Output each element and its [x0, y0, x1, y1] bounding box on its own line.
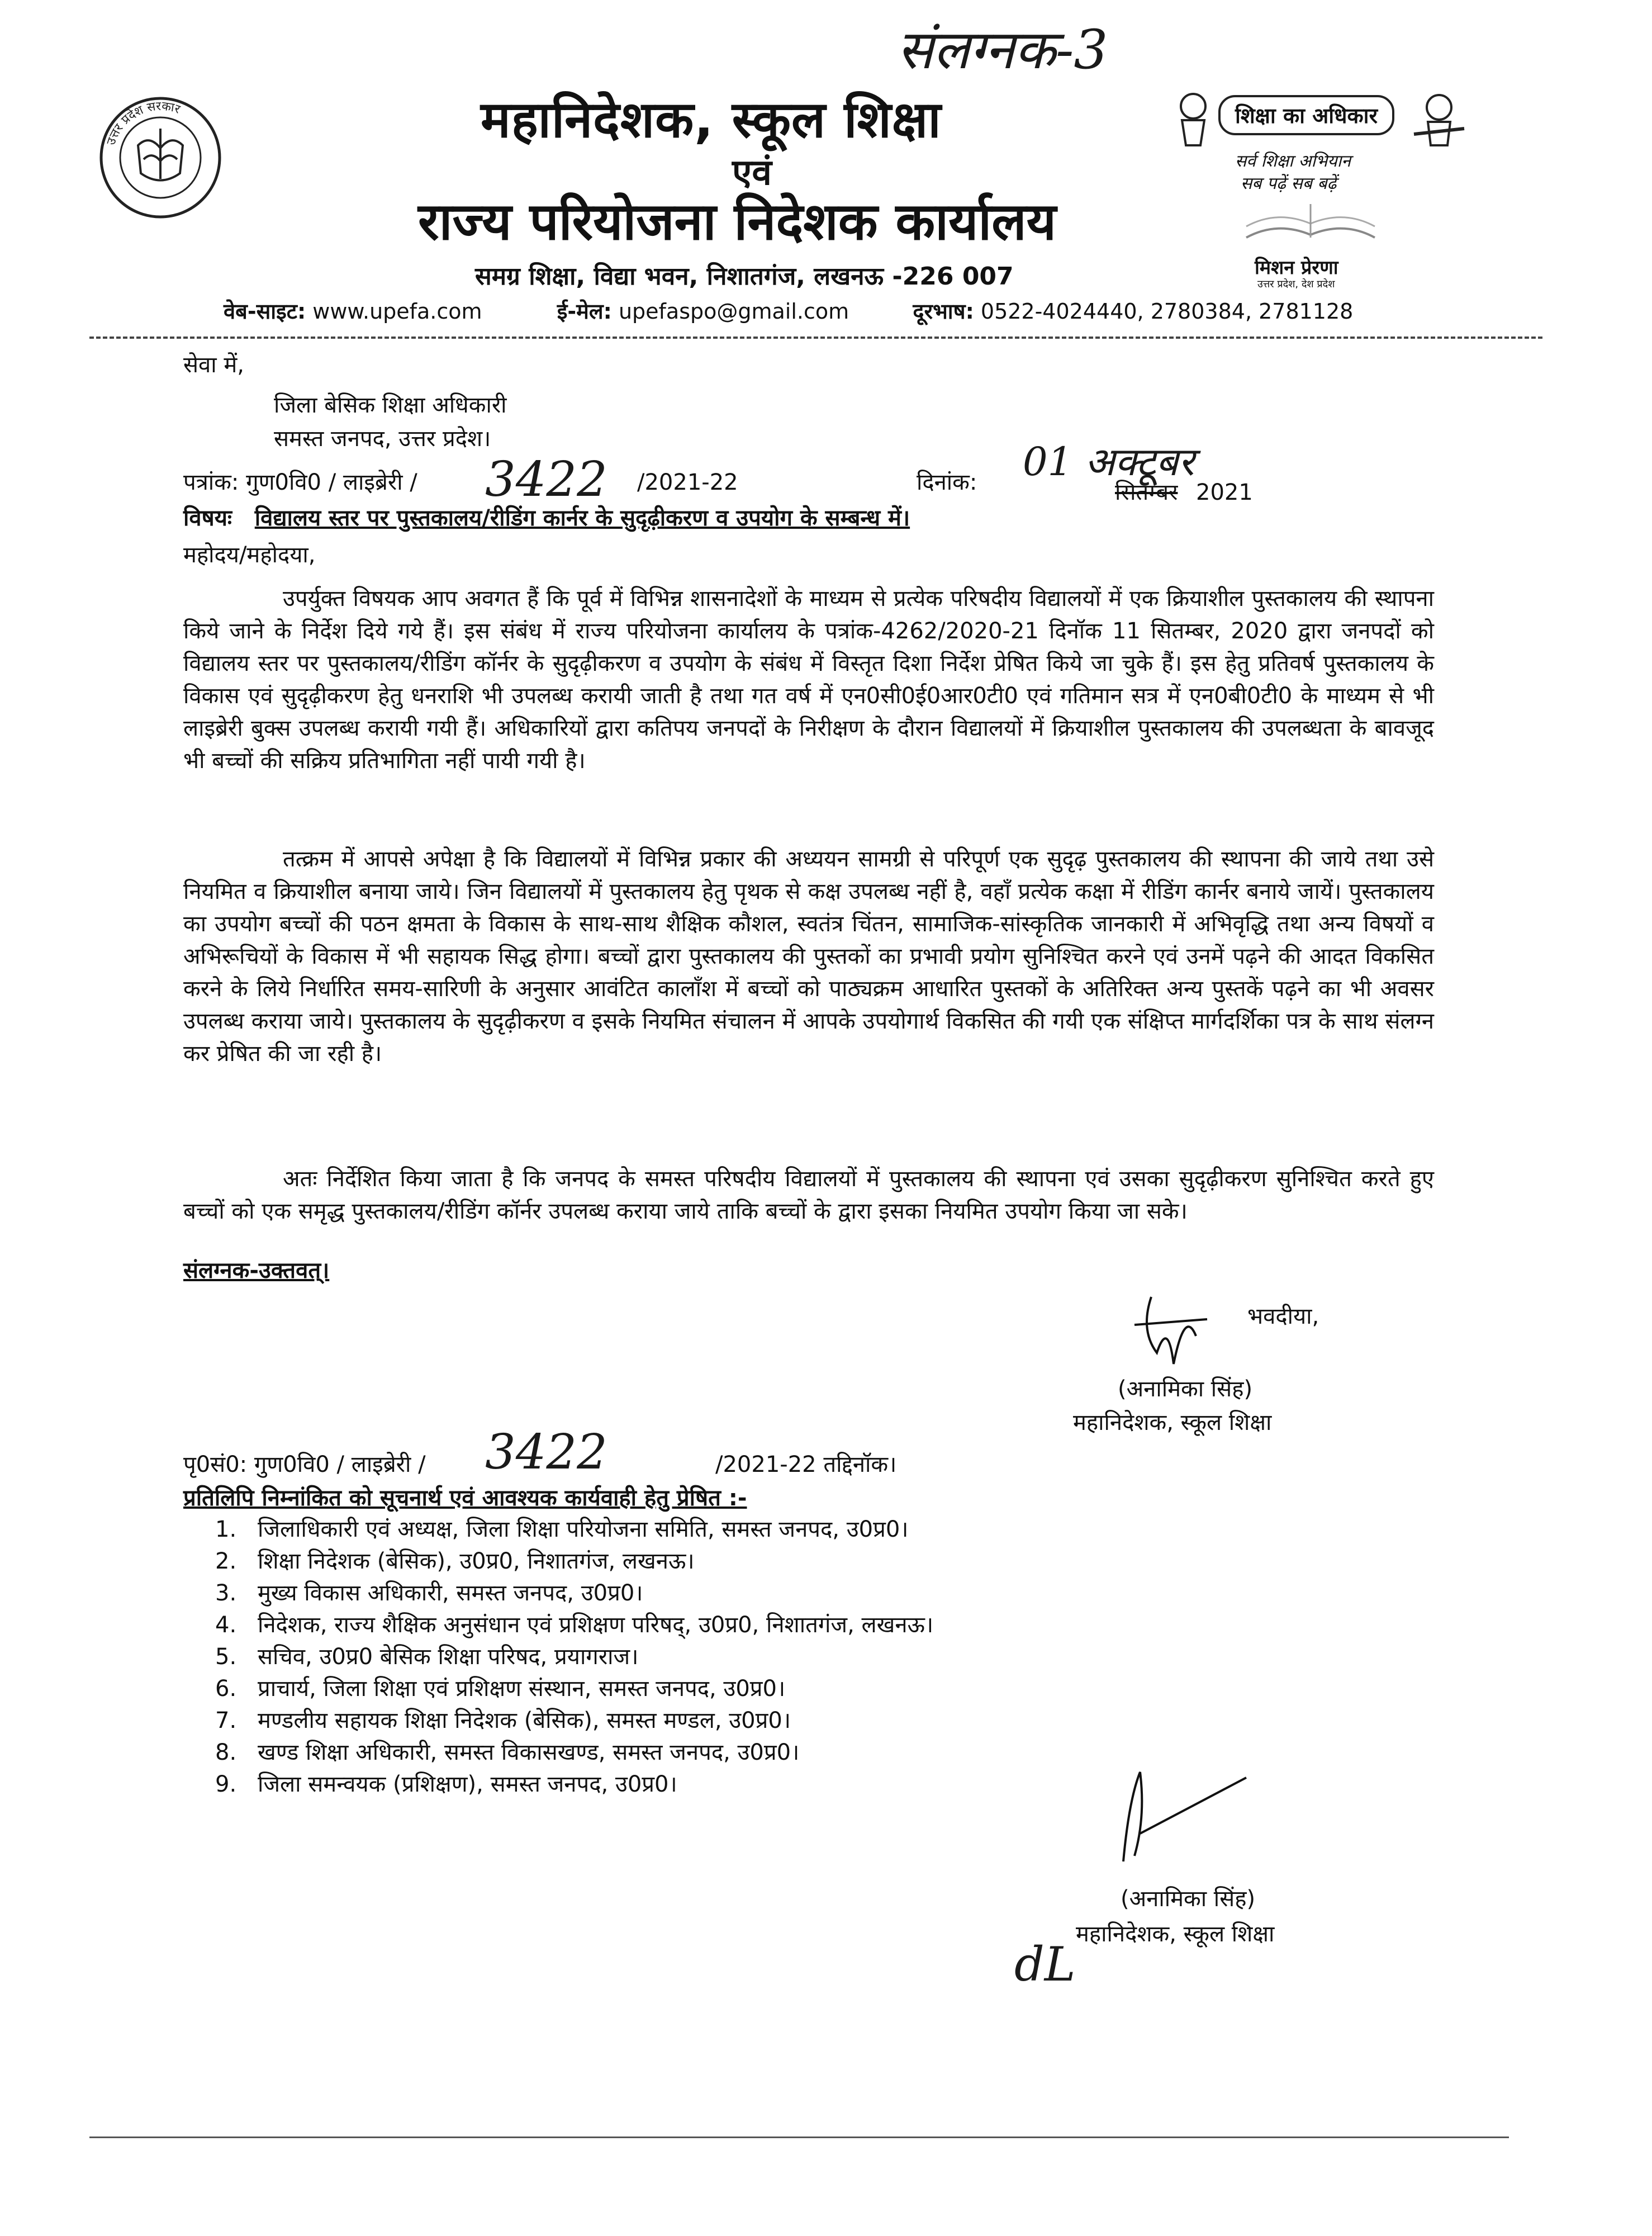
- annex-mark: संलग्नक-3: [897, 18, 1108, 81]
- website-link[interactable]: www.upefa.com: [312, 299, 482, 324]
- salutation-to: सेवा में,: [183, 352, 244, 378]
- subject-label: विषयः: [183, 505, 232, 531]
- open-book-icon: [1235, 193, 1386, 251]
- email-label: ई-मेल:: [557, 299, 612, 324]
- ref-label: पत्रांक: गुण0वि0 / लाइब्रेरी /: [183, 470, 417, 495]
- copy-heading: प्रतिलिपि निम्नांकित को सूचनार्थ एवं आवश्यक कार्यवाही हेतु प्रेषित :-: [183, 1485, 747, 1511]
- rte-badge: शिक्षा का अधिकार: [1218, 95, 1394, 135]
- list-item: 7. मण्डलीय सहायक शिक्षा निदेशक (बेसिक), समस्त मण्डल, उ0प्र0।: [215, 1708, 791, 1733]
- website-label: वेब-साइट:: [224, 299, 306, 324]
- recipient-place: समस्त जनपद, उत्तर प्रदेश।: [274, 426, 491, 452]
- enclosure-note: संलग्नक-उक्तवत्।: [183, 1258, 330, 1283]
- list-item: 1. जिलाधिकारी एवं अध्यक्ष, जिला शिक्षा परियोजना समिति, समस्त जनपद, उ0प्र0।: [215, 1517, 909, 1542]
- list-item: 4. निदेशक, राज्य शैक्षिक अनुसंधान एवं प्रशिक्षण परिषद्, उ0प्र0, निशातगंज, लखनऊ।: [215, 1612, 934, 1638]
- ssa-line2: सब पढ़ें सब बढ़ें: [1241, 174, 1337, 193]
- list-item: 2. शिक्षा निदेशक (बेसिक), उ0प्र0, निशातगंज, लखनऊ।: [215, 1548, 695, 1574]
- ref-year: /2021-22: [637, 470, 738, 495]
- seal-text: उत्तर प्रदेश सरकार: [104, 99, 182, 147]
- email-link[interactable]: upefaspo@gmail.com: [618, 299, 849, 324]
- paragraph-1: उपर्युक्त विषयक आप अवगत हैं कि पूर्व में विभिन्न शासनादेशों के माध्यम से प्रत्येक परिषदीय विद्यालयों में एक क्रियाशील पुस्तकालय की स्थापना किये जाने के निर्देश दिये गये हैं। इस संबंध में राज्य परियोजना कार्यालय के पत्रांक-4262/2020-21 दिनॉक 11 सितम्बर, 2020 द्वारा जनपदों को विद्यालय स्तर पर पुस्तकालय/रीडिंग कॉर्नर के सुदृढ़ीकरण व उपयोग के संबंध में विस्तृत दिशा निर्देश प्रेषित किये जा चुके हैं। इस हेतु प्रतिवर्ष पुस्तकालय के विकास एवं सुदृढ़ीकरण हेतु धनराशि भी उपलब्ध करायी जाती है तथा गत वर्ष में एन0सी0ई0आर0टी0 एवं गतिमान सत्र में एन0बी0टी0 के माध्यम से भी लाइब्रेरी बुक्स उपलब्ध करायी गयी हैं। अधिकारियों द्वारा कतिपय जनपदों के निरीक्षण के दौरान विद्यालयों में क्रियाशील पुस्तकालय की उपलब्धता के बावजूद भी बच्चों की सक्रिय प्रतिभागिता नहीं पायी गयी है।: [183, 586, 1434, 774]
- copy-ref-number-handwritten: 3422: [485, 1424, 607, 1480]
- copy-ref-label: पृ0सं0: गुण0वि0 / लाइब्रेरी /: [183, 1452, 426, 1477]
- list-item: 8. खण्ड शिक्षा अधिकारी, समस्त विकासखण्ड, समस्त जनपद, उ0प्र0।: [215, 1740, 800, 1765]
- signatory-designation: महानिदेशक, स्कूल शिक्षा: [1073, 1410, 1272, 1436]
- ref-number-handwritten: 3422: [485, 452, 607, 508]
- signatory-designation-2: महानिदेशक, स्कूल शिक्षा: [1076, 1921, 1275, 1947]
- office-title-line1: महानिदेशक, स्कूल शिक्षा: [481, 91, 942, 149]
- list-item: 5. सचिव, उ0प्र0 बेसिक शिक्षा परिषद, प्रयागराज।: [215, 1644, 639, 1670]
- office-title-line3: राज्य परियोजना निदेशक कार्यालय: [418, 192, 1056, 252]
- subject-text: विद्यालय स्तर पर पुस्तकालय/रीडिंग कार्नर के सुदृढ़ीकरण व उपयोग के सम्बन्ध में।: [254, 505, 910, 531]
- header-divider: [89, 337, 1542, 339]
- date-label: दिनांक:: [917, 470, 977, 495]
- signatory-name-2: (अनामिका सिंह): [1121, 1886, 1256, 1912]
- signature-scribble-icon: [1112, 1766, 1257, 1875]
- phone-label: दूरभाष:: [913, 299, 974, 324]
- list-item: 9. जिला समन्वयक (प्रशिक्षण), समस्त जनपद, उ0प्र0।: [215, 1771, 677, 1797]
- footer-divider: [89, 2136, 1509, 2138]
- subject-line: [183, 504, 910, 532]
- list-item: 6. प्राचार्य, जिला शिक्षा एवं प्रशिक्षण संस्थान, समस्त जनपद, उ0प्र0।: [215, 1676, 786, 1702]
- date-year: 2021: [1196, 480, 1253, 505]
- signatory-name: (अनामिका सिंह): [1118, 1376, 1253, 1402]
- office-title-line2: एवं: [732, 152, 772, 193]
- mission-prerna-logo: मिशन प्रेरणा: [1255, 257, 1338, 279]
- contact-line: [224, 296, 1353, 325]
- phone-number: 0522-4024440, 2780384, 2781128: [980, 299, 1354, 324]
- government-seal-icon: [96, 95, 225, 221]
- date-handwritten: 01 अक्टूबर: [1023, 439, 1194, 485]
- signature-scribble-icon: [1129, 1286, 1218, 1377]
- mission-prerna-tagline: उत्तर प्रदेश, देश प्रदेश: [1257, 278, 1335, 290]
- child-pencil-icon: [1408, 89, 1470, 153]
- list-item: 3. मुख्य विकास अधिकारी, समस्त जनपद, उ0प्र0।: [215, 1580, 643, 1606]
- struck-month: सितम्बर: [1115, 480, 1178, 505]
- initials-handwritten: dL: [1014, 1937, 1076, 1992]
- closing-yours: भवदीया,: [1247, 1304, 1319, 1329]
- child-reading-icon: [1168, 89, 1218, 153]
- recipient: जिला बेसिक शिक्षा अधिकारी: [274, 392, 507, 418]
- office-address: समग्र शिक्षा, विद्या भवन, निशातगंज, लखनऊ -226 007: [475, 262, 1014, 291]
- salutation: महोदय/महोदया,: [183, 542, 316, 568]
- copy-ref-suffix: /2021-22 तद्दिनॉक।: [715, 1452, 897, 1477]
- paragraph-2: तत्क्रम में आपसे अपेक्षा है कि विद्यालयों में विभिन्न प्रकार की अध्ययन सामग्री से परिपूर्ण एक सुदृढ़ पुस्तकालय की स्थापना की जाये तथा उसे नियमित व क्रियाशील बनाया जाये। जिन विद्यालयों में पुस्तकालय हेतु पृथक से कक्ष उपलब्ध नहीं है, वहाँ प्रत्येक कक्षा में रीडिंग कार्नर बनाये जायें। पुस्तकालय का उपयोग बच्चों की पठन क्षमता के विकास के साथ-साथ शैक्षिक कौशल, स्वतंत्र चिंतन, सामाजिक-सांस्कृतिक जानकारी में अभिवृद्धि तथा अन्य विषयों व अभिरूचियों के विकास में भी सहायक सिद्ध होगा। बच्चों द्वारा पुस्तकालय की पुस्तकों का प्रभावी प्रयोग सुनिश्चित करने एवं उनमें पढ़ने की आदत विकसित करने के लिये निर्धारित समय-सारिणी के अनुसार आवंटित कालाँश में बच्चों को पाठ्यक्रम आधारित पुस्तकों के अतिरिक्त अन्य पुस्तकें पढ़ने का भी अवसर उपलब्ध कराया जाये। पुस्तकालय के सुदृढ़ीकरण व इसके नियमित संचालन में आपके उपयोगार्थ विकसित की गयी एक संक्षिप्त मार्गदर्शिका पत्र के साथ संलग्न कर प्रेषित की जा रही है।: [183, 846, 1434, 1067]
- copy-recipient-list: [215, 1514, 1445, 1801]
- ssa-line1: सर्व शिक्षा अभियान: [1235, 151, 1351, 171]
- paragraph-3: अतः निर्देशित किया जाता है कि जनपद के समस्त परिषदीय विद्यालयों में पुस्तकालय की स्थापना एवं उसका सुदृढ़ीकरण सुनिश्चित करते हुए बच्चों को एक समृद्ध पुस्तकालय/रीडिंग कॉर्नर उपलब्ध कराया जाये ताकि बच्चों के द्वारा इसका नियमित उपयोग किया जा सके।: [183, 1166, 1434, 1224]
